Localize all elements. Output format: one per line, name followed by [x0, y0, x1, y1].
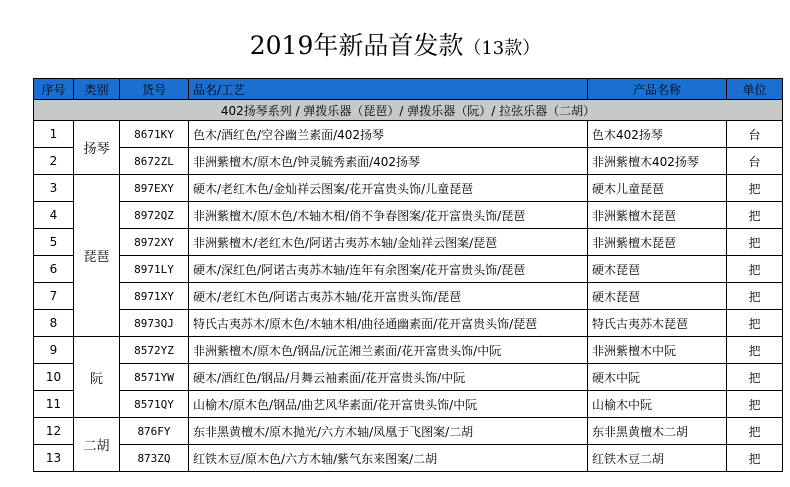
cell-code: 8671KY [120, 121, 189, 148]
table-body [34, 100, 783, 472]
cell-seq: 11 [34, 391, 74, 418]
cell-craft: 硬木/酒红色/钢品/月舞云袖素面/花开富贵头饰/中阮 [189, 364, 588, 391]
cell-product: 山榆木中阮 [588, 391, 727, 418]
cell-unit: 把 [727, 256, 783, 283]
cell-code: 8973QJ [120, 310, 189, 337]
cell-unit: 把 [727, 391, 783, 418]
cell-craft: 色木/酒红色/空谷幽兰素面/402扬琴 [189, 121, 588, 148]
cell-code: 8972QZ [120, 202, 189, 229]
cell-seq: 10 [34, 364, 74, 391]
header-seq: 序号 [34, 79, 74, 100]
cell-craft: 红铁木豆/原木色/六方木轴/紫气东来图案/二胡 [189, 445, 588, 472]
cell-seq: 8 [34, 310, 74, 337]
cell-craft: 硬木/老红木色/金灿祥云图案/花开富贵头饰/儿童琵琶 [189, 175, 588, 202]
cell-category: 二胡 [74, 418, 120, 472]
table-row [34, 121, 783, 148]
cell-seq: 12 [34, 418, 74, 445]
cell-product: 硬木琵琶 [588, 283, 727, 310]
series-row [34, 100, 783, 121]
cell-craft: 非洲紫檀木/原木色/钢品/沅芷湘兰素面/花开富贵头饰/中阮 [189, 337, 588, 364]
cell-unit: 把 [727, 283, 783, 310]
cell-product: 非洲紫檀木琵琶 [588, 202, 727, 229]
cell-seq: 5 [34, 229, 74, 256]
table-row [34, 229, 783, 256]
cell-unit: 把 [727, 418, 783, 445]
cell-product: 硬木琵琶 [588, 256, 727, 283]
table-row [34, 256, 783, 283]
cell-code: 8572YZ [120, 337, 189, 364]
cell-craft: 非洲紫檀木/原木色/木轴木相/俏不争春图案/花开富贵头饰/琵琶 [189, 202, 588, 229]
cell-unit: 把 [727, 364, 783, 391]
cell-seq: 4 [34, 202, 74, 229]
cell-seq: 13 [34, 445, 74, 472]
table-row [34, 445, 783, 472]
cell-product: 硬木儿童琵琶 [588, 175, 727, 202]
cell-seq: 9 [34, 337, 74, 364]
table-row [34, 364, 783, 391]
cell-seq: 2 [34, 148, 74, 175]
table-row [34, 418, 783, 445]
cell-product: 非洲紫檀木琵琶 [588, 229, 727, 256]
cell-product: 红铁木豆二胡 [588, 445, 727, 472]
cell-seq: 3 [34, 175, 74, 202]
cell-product: 特氏古夷苏木琵琶 [588, 310, 727, 337]
cell-unit: 把 [727, 310, 783, 337]
cell-craft: 东非黑黄檀木/原木抛光/六方木轴/凤凰于飞图案/二胡 [189, 418, 588, 445]
product-table [33, 78, 783, 472]
cell-category: 阮 [74, 337, 120, 418]
cell-category: 琵琶 [74, 175, 120, 337]
title-main: 2019年新品首发款 [249, 31, 464, 60]
table-row [34, 391, 783, 418]
cell-code: 8971LY [120, 256, 189, 283]
table-row [34, 148, 783, 175]
cell-seq: 1 [34, 121, 74, 148]
header-row [34, 79, 783, 100]
cell-code: 8971XY [120, 283, 189, 310]
cell-unit: 把 [727, 229, 783, 256]
cell-category: 扬琴 [74, 121, 120, 175]
table-row [34, 175, 783, 202]
series-label: 402扬琴系列 / 弹拨乐器（琵琶）/ 弹拨乐器（阮）/ 拉弦乐器（二胡） [34, 100, 783, 121]
header-category: 类别 [74, 79, 120, 100]
title-sub: （13款） [463, 38, 541, 59]
cell-product: 东非黑黄檀木二胡 [588, 418, 727, 445]
table-row [34, 202, 783, 229]
cell-craft: 硬木/深红色/阿诺古夷苏木轴/连年有余图案/花开富贵头饰/琵琶 [189, 256, 588, 283]
header-unit: 单位 [727, 79, 783, 100]
table-row [34, 283, 783, 310]
header-code: 货号 [120, 79, 189, 100]
cell-craft: 山榆木/原木色/钢品/曲艺风华素面/花开富贵头饰/中阮 [189, 391, 588, 418]
header-product: 产品名称 [588, 79, 727, 100]
cell-craft: 非洲紫檀木/原木色/钟灵毓秀素面/402扬琴 [189, 148, 588, 175]
cell-code: 8672ZL [120, 148, 189, 175]
cell-craft: 硬木/老红木色/阿诺古夷苏木轴/花开富贵头饰/琵琶 [189, 283, 588, 310]
table-row [34, 337, 783, 364]
cell-seq: 6 [34, 256, 74, 283]
header-craft: 品名/工艺 [189, 79, 588, 100]
cell-craft: 非洲紫檀木/老红木色/阿诺古夷苏木轴/金灿祥云图案/琵琶 [189, 229, 588, 256]
cell-unit: 把 [727, 445, 783, 472]
cell-unit: 台 [727, 148, 783, 175]
cell-code: 897EXY [120, 175, 189, 202]
cell-seq: 7 [34, 283, 74, 310]
cell-unit: 把 [727, 337, 783, 364]
cell-code: 8972XY [120, 229, 189, 256]
cell-product: 非洲紫檀木中阮 [588, 337, 727, 364]
cell-product: 非洲紫檀木402扬琴 [588, 148, 727, 175]
cell-product: 色木402扬琴 [588, 121, 727, 148]
cell-craft: 特氏古夷苏木/原木色/木轴木相/曲径通幽素面/花开富贵头饰/琵琶 [189, 310, 588, 337]
cell-unit: 把 [727, 202, 783, 229]
cell-code: 876FY [120, 418, 189, 445]
cell-code: 873ZQ [120, 445, 189, 472]
table-row [34, 310, 783, 337]
cell-unit: 把 [727, 175, 783, 202]
page-title [0, 26, 790, 69]
cell-code: 8571YW [120, 364, 189, 391]
cell-unit: 台 [727, 121, 783, 148]
cell-product: 硬木中阮 [588, 364, 727, 391]
cell-code: 8571QY [120, 391, 189, 418]
